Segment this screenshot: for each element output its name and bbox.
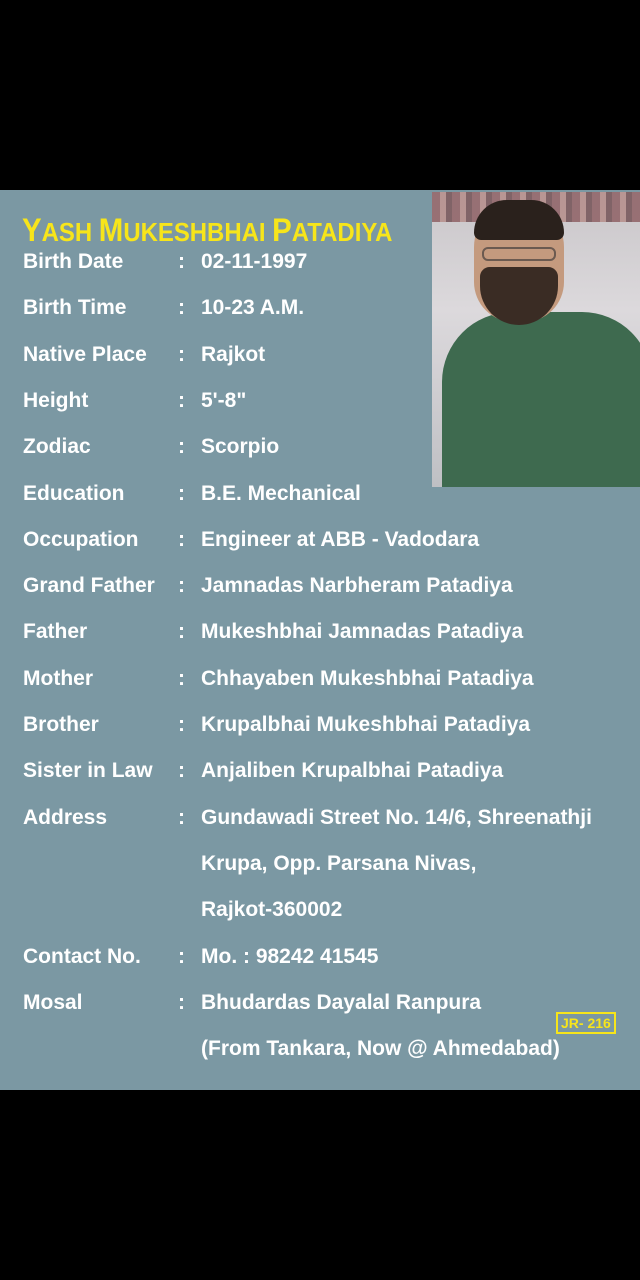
detail-value: Rajkot <box>201 342 266 366</box>
detail-value: Chhayaben Mukeshbhai Patadiya <box>201 666 534 690</box>
detail-label: Father <box>23 620 88 644</box>
person-name <box>22 212 392 249</box>
detail-colon: : <box>178 713 185 736</box>
detail-label: Brother <box>23 713 99 736</box>
detail-value: 10-23 A.M. <box>201 296 305 320</box>
detail-label: Sister in Law <box>23 759 153 783</box>
detail-colon: : <box>178 759 185 783</box>
detail-label: Native Place <box>23 342 147 366</box>
name-part: ASH <box>41 217 99 247</box>
detail-label: Occupation <box>23 527 139 551</box>
detail-colon: : <box>178 574 185 598</box>
detail-colon: : <box>178 342 185 366</box>
detail-colon: : <box>178 666 185 690</box>
photo-glasses <box>482 247 556 261</box>
detail-colon: : <box>178 944 185 968</box>
name-initial: M <box>98 212 124 248</box>
detail-value: Engineer at ABB - Vadodara <box>201 527 480 551</box>
detail-label: Contact No. <box>23 944 141 968</box>
detail-label: Height <box>23 388 89 412</box>
detail-value: Rajkot-360002 <box>201 898 343 922</box>
detail-value: Mo. : 98242 41545 <box>201 944 379 968</box>
name-initial: P <box>272 212 292 248</box>
detail-colon: : <box>178 805 185 829</box>
detail-value: Anjaliben Krupalbhai Patadiya <box>201 759 504 783</box>
detail-label: Address <box>23 805 108 829</box>
name-initial: Y <box>22 212 42 248</box>
name-part: UKESHBHAI <box>123 217 273 247</box>
detail-colon: : <box>178 527 185 551</box>
detail-value: Krupalbhai Mukeshbhai Patadiya <box>201 713 531 736</box>
detail-value: Gundawadi Street No. 14/6, Shreenathji <box>201 805 592 829</box>
photo-shirt <box>442 312 640 487</box>
detail-colon: : <box>178 990 185 1014</box>
detail-colon: : <box>178 388 185 412</box>
detail-label: Birth Date <box>23 250 124 273</box>
detail-colon: : <box>178 620 185 644</box>
photo-hair <box>474 200 564 240</box>
detail-label: Zodiac <box>23 435 91 459</box>
detail-value: 5'-8" <box>201 388 247 412</box>
detail-colon: : <box>178 435 185 459</box>
profile-photo <box>432 192 640 487</box>
detail-value: (From Tankara, Now @ Ahmedabad) <box>201 1037 560 1061</box>
detail-colon: : <box>178 296 185 320</box>
biodata-card <box>0 190 640 1090</box>
detail-value: 02-11-1997 <box>201 250 308 273</box>
detail-colon: : <box>178 481 185 505</box>
detail-value: Krupa, Opp. Parsana Nivas, <box>201 851 477 875</box>
detail-label: Mosal <box>23 990 83 1014</box>
detail-label: Education <box>23 481 125 505</box>
detail-label: Birth Time <box>23 296 127 320</box>
detail-colon: : <box>178 250 185 273</box>
detail-value: Mukeshbhai Jamnadas Patadiya <box>201 620 524 644</box>
reference-tag: JR- 216 <box>556 1012 616 1034</box>
detail-label: Grand Father <box>23 574 155 598</box>
name-part: ATADIYA <box>291 217 393 247</box>
detail-label: Mother <box>23 666 93 690</box>
detail-value: Jamnadas Narbheram Patadiya <box>201 574 513 598</box>
detail-value: Bhudardas Dayalal Ranpura <box>201 990 482 1014</box>
detail-value: B.E. Mechanical <box>201 481 361 505</box>
detail-value: Scorpio <box>201 435 280 459</box>
